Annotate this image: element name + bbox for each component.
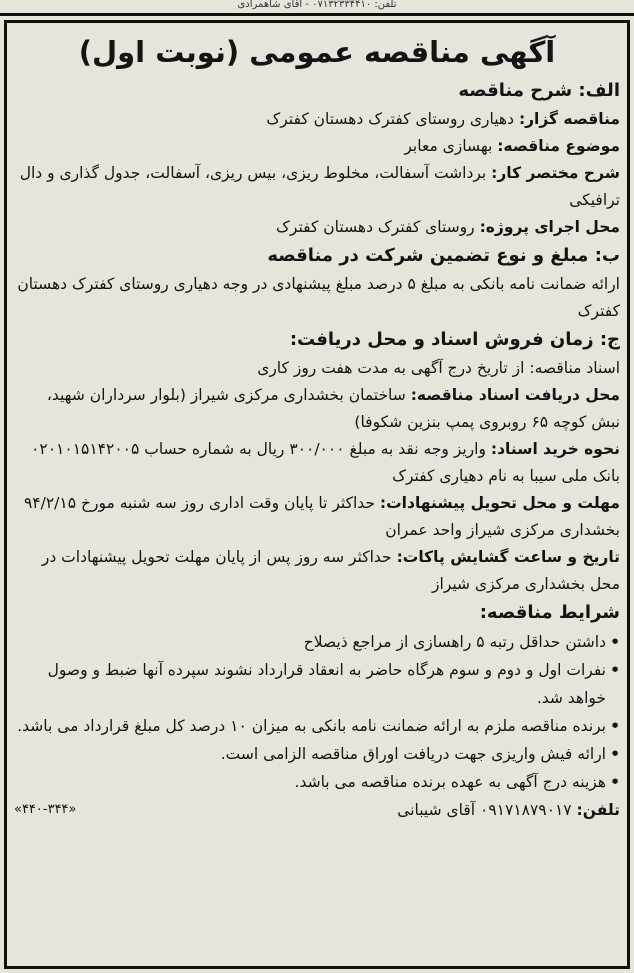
location-value: روستای کفترک دهستان کفترک	[276, 218, 475, 236]
summary-value: برداشت آسفالت، مخلوط ریزی، بیس ریزی، آسفالت، جدول گذاری و دال ترافیکی	[19, 164, 620, 209]
employer-value: دهیاری روستای کفترک دهستان کفترک	[266, 110, 514, 128]
deadline-label: مهلت و محل تحویل پیشنهادات:	[379, 494, 620, 512]
docs-label: اسناد مناقصه:	[529, 359, 620, 377]
subject-line	[14, 133, 620, 160]
subject-label: موضوع مناقصه:	[497, 137, 620, 155]
subject-value: بهسازی معابر	[404, 137, 493, 155]
employer-line	[14, 106, 620, 133]
conditions-list	[14, 628, 620, 796]
condition-item: • نفرات اول و دوم و سوم هرگاه حاضر به انعقاد قرارداد نشوند سپرده آنها ضبط و وصول خواهد شد.	[14, 656, 620, 712]
condition-item: • داشتن حداقل رتبه ۵ راهسازی از مراجع ذیصلاح	[14, 628, 620, 656]
summary-label: شرح مختصر کار:	[491, 164, 620, 182]
condition-item: • برنده مناقصه ملزم به ارائه ضمانت نامه بانکی به میزان ۱۰ درصد کل مبلغ قرارداد می باشد.	[14, 712, 620, 740]
docs-line	[14, 355, 620, 382]
purchase-value: واریز وجه نقد به مبلغ ۳۰۰/۰۰۰ ریال به شماره حساب ۰۲۰۱۰۱۵۱۴۲۰۰۵ بانک ملی سیبا به نام دهیاری کفترک	[31, 440, 620, 485]
footer	[14, 796, 620, 824]
location-label: محل اجرای پروژه:	[479, 218, 620, 236]
notice-title: آگهی مناقصه عمومی (نوبت اول)	[78, 35, 556, 69]
section-a-heading: الف: شرح مناقصه	[458, 80, 620, 101]
docs-place-line	[14, 382, 620, 436]
phone-value: ۰۹۱۷۱۸۷۹۰۱۷ آقای شیبانی	[397, 801, 572, 819]
section-b-heading: ب: مبلغ و نوع تضمین شرکت در مناقصه	[267, 245, 620, 266]
phone-label: تلفن:	[576, 801, 620, 819]
docs-place-value: ساختمان بخشداری مرکزی شیراز (بلوار سرداران شهید، نبش کوچه ۶۵ روبروی پمپ بنزین شکوفا)	[46, 386, 620, 431]
docs-value: از تاریخ درج آگهی به مدت هفت روز کاری	[257, 359, 525, 377]
section-c-heading: ج: زمان فروش اسناد و محل دریافت:	[289, 329, 620, 350]
location-line	[14, 214, 620, 241]
guarantee-text: ارائه ضمانت نامه بانکی به مبلغ ۵ درصد مبلغ پیشنهادی در وجه دهیاری روستای کفترک دهستان کفترک	[17, 275, 620, 320]
summary-line	[14, 160, 620, 214]
deadline-value: حداکثر تا پایان وقت اداری روز سه شنبه مورخ ۹۴/۲/۱۵ بخشداری مرکزی شیراز واحد عمران	[23, 494, 620, 539]
previous-ad-strip: تلفن: ۰۷۱۳۲۳۳۴۴۱۰ - آقای شاهمرادی	[0, 0, 634, 16]
opening-line	[14, 544, 620, 598]
opening-value: حداکثر سه روز پس از پایان مهلت تحویل پیشنهادات در محل بخشداری مرکزی شیراز	[41, 548, 620, 593]
condition-item: • ارائه فیش واریزی جهت دریافت اوراق مناقصه الزامی است.	[14, 740, 620, 768]
docs-place-label: محل دریافت اسناد مناقصه:	[410, 386, 620, 404]
opening-label: تاریخ و ساعت گشایش پاکات:	[396, 548, 620, 566]
employer-label: مناقصه گزار:	[518, 110, 620, 128]
deadline-line	[14, 490, 620, 544]
contact-phone	[397, 796, 620, 824]
notice-content	[14, 26, 620, 963]
purchase-line	[14, 436, 620, 490]
conditions-heading: شرایط مناقصه:	[479, 602, 620, 623]
condition-item: • هزینه درج آگهی به عهده برنده مناقصه می باشد.	[14, 768, 620, 796]
purchase-label: نحوه خرید اسناد:	[490, 440, 620, 458]
ad-code: «۴۴۰-۳۴۴»	[14, 802, 77, 817]
